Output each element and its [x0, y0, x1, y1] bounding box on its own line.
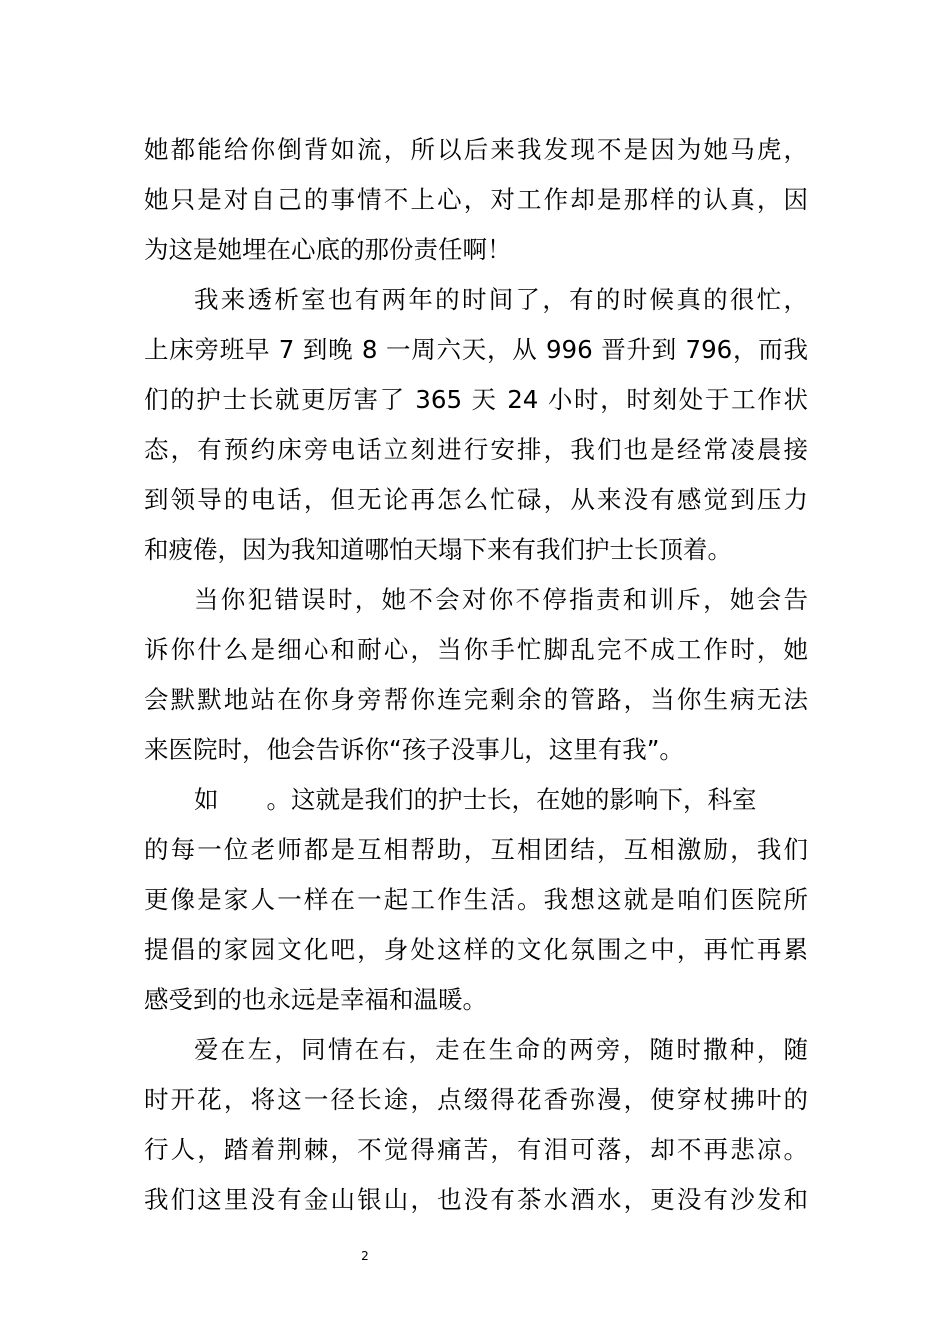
text-line: 提倡的家园文化吧，身处这样的文化氛围之中，再忙再累: [144, 935, 808, 964]
text-line: 时开花，将这一径长途，点缀得花香弥漫，使穿杖拂叶的: [144, 1085, 808, 1114]
text-line: 态，有预约床旁电话立刻进行安排，我们也是经常凌晨接: [144, 435, 808, 464]
text-line: 和疲倦，因为我知道哪怕天塌下来有我们护士长顶着。: [144, 535, 732, 564]
text-line: 行人，踏着荆棘，不觉得痛苦，有泪可落，却不再悲凉。: [144, 1135, 808, 1164]
text-line: 爱在左，同情在右，走在生命的两旁，随时撒种，随: [194, 1035, 808, 1064]
text-line: 为这是她埋在心底的那份责任啊！: [144, 235, 512, 264]
text-line: 的每一位老师都是互相帮助，互相团结，互相激励，我们: [144, 835, 808, 864]
text-line: 我来透析室也有两年的时间了，有的时候真的很忙，: [194, 285, 808, 314]
text-line: 她都能给你倒背如流，所以后来我发现不是因为她马虎，: [144, 135, 808, 164]
body-text: [144, 125, 808, 1225]
text-line: 到领导的电话，但无论再怎么忙碌，从来没有感觉到压力: [144, 485, 808, 514]
text-line: 我们这里没有金山银山，也没有茶水酒水，更没有沙发和: [144, 1185, 808, 1214]
text-line: 她只是对自己的事情不上心，对工作却是那样的认真，因: [144, 185, 808, 214]
text-line: 感受到的也永远是幸福和温暖。: [144, 985, 487, 1014]
text-fragment: 如: [194, 785, 219, 814]
page-number: 2: [361, 1249, 369, 1263]
text-line: 们的护士长就更厉害了 365 天 24 小时，时刻处于工作状: [144, 385, 808, 414]
text-line: 上床旁班早 7 到晚 8 一周六天，从 996 晋升到 796，而我: [144, 335, 808, 364]
text-line: 来医院时，他会告诉你“孩子没事儿，这里有我”。: [144, 735, 684, 764]
text-line: 诉你什么是细心和耐心，当你手忙脚乱完不成工作时，她: [144, 635, 808, 664]
text-line: 更像是家人一样在一起工作生活。我想这就是咱们医院所: [144, 885, 808, 914]
text-line: 会默默地站在你身旁帮你连完剩余的管路，当你生病无法: [144, 685, 808, 714]
text-line: [144, 775, 808, 825]
text-line: 当你犯错误时，她不会对你不停指责和训斥，她会告: [194, 585, 808, 614]
text-fragment: 。这就是我们的护士长，在她的影响下，科室: [266, 785, 757, 814]
